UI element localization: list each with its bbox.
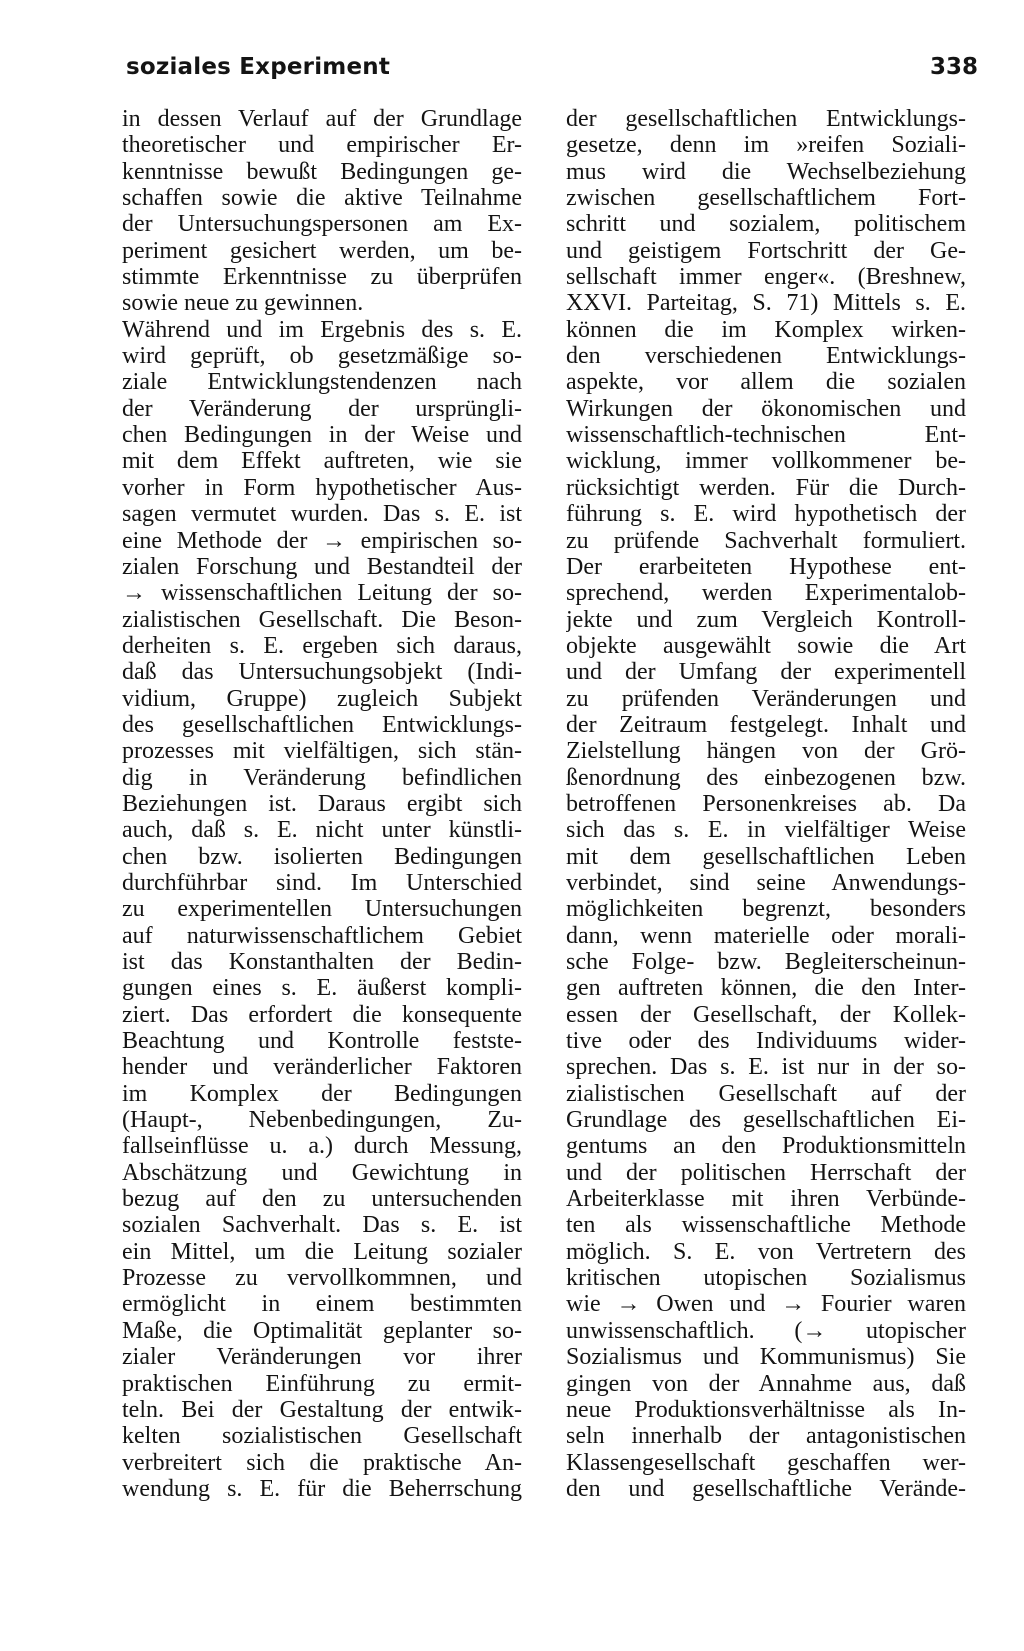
text-line: führung s. E. wird hypothetisch der	[566, 501, 966, 528]
text-line: Klassengesellschaft geschaffen wer-	[566, 1449, 966, 1476]
text-line: gesetze, denn im »reifen Soziali-	[566, 132, 966, 159]
text-line: Sozialismus und Kommunismus) Sie	[566, 1344, 966, 1371]
text-line: ßenordnung des einbezogenen bzw.	[566, 764, 966, 791]
text-line: der Untersuchungspersonen am Ex-	[122, 211, 522, 238]
text-line: derheiten s. E. ergeben sich daraus,	[122, 632, 522, 659]
text-line: ein Mittel, um die Leitung sozialer	[122, 1238, 522, 1265]
text-line: chen Bedingungen in der Weise und	[122, 422, 522, 449]
text-line: sagen vermutet wurden. Das s. E. ist	[122, 501, 522, 528]
text-line: und der politischen Herrschaft der	[566, 1159, 966, 1186]
text-line: mit dem gesellschaftlichen Leben	[566, 843, 966, 870]
text-line: ziert. Das erfordert die konsequente	[122, 1001, 522, 1028]
text-line: zialistischen Gesellschaft. Die Beson-	[122, 606, 522, 633]
running-head: soziales Experiment	[126, 54, 391, 80]
text-line: zialistischen Gesellschaft auf der	[566, 1080, 966, 1107]
page-number: 338	[929, 54, 978, 80]
text-line: stimmte Erkenntnisse zu überprüfen	[122, 264, 522, 291]
text-line: der gesellschaftlichen Entwicklungs-	[566, 106, 966, 132]
text-line: ermöglicht in einem bestimmten	[122, 1291, 522, 1318]
text-line: dann, wenn materielle oder morali-	[566, 922, 966, 949]
text-line: fallseinflüsse u. a.) durch Messung,	[122, 1133, 522, 1160]
text-line: Der erarbeiteten Hypothese ent-	[566, 553, 966, 580]
text-line: möglichkeiten begrenzt, besonders	[566, 896, 966, 923]
text-line: sowie neue zu gewinnen.	[122, 290, 364, 317]
text-line: essen der Gesellschaft, der Kollek-	[566, 1001, 966, 1028]
text-line: verbreitert sich die praktische An-	[122, 1449, 522, 1476]
text-line: neue Produktionsverhältnisse als In-	[566, 1396, 966, 1423]
text-line: und geistigem Fortschritt der Ge-	[566, 237, 966, 264]
text-line: eine Methode der → empirischen so-	[122, 527, 522, 554]
text-line: sprechend, werden Experimentalob-	[566, 580, 966, 607]
text-line: Grundlage des gesellschaftlichen Ei-	[566, 1107, 966, 1134]
text-column-left	[122, 106, 522, 1616]
text-line: periment gesichert werden, um be-	[122, 237, 522, 264]
text-line: ziale Entwicklungstendenzen nach	[122, 369, 522, 396]
text-line: zwischen gesellschaftlichem Fort-	[566, 185, 966, 212]
text-line: den und gesellschaftliche Verände-	[566, 1475, 966, 1502]
text-line: zialen Forschung und Bestandteil der	[122, 553, 522, 580]
text-line: zu prüfende Sachverhalt formuliert.	[566, 527, 966, 554]
text-line: und der Umfang der experimentell	[566, 659, 966, 686]
text-line: dig in Veränderung befindlichen	[122, 764, 522, 791]
text-line: der Veränderung der ursprüngli-	[122, 395, 522, 422]
text-line: ist das Konstanthalten der Bedin-	[122, 949, 522, 975]
text-line: den verschiedenen Entwicklungs-	[566, 343, 966, 370]
page-header	[126, 54, 978, 88]
text-line: wicklung, immer vollkommener be-	[566, 448, 966, 475]
text-line: auch, daß s. E. nicht unter künstli-	[122, 817, 522, 844]
text-line: gentums an den Produktionsmitteln	[566, 1133, 966, 1160]
text-line: vorher in Form hypothetischer Aus-	[122, 474, 522, 501]
text-line: gungen eines s. E. äußerst kompli-	[122, 975, 522, 1002]
text-line: Wirkungen der ökonomischen und	[566, 395, 966, 422]
text-line: vidium, Gruppe) zugleich Subjekt	[122, 685, 522, 712]
text-line: objekte ausgewählt sowie die Art	[566, 632, 966, 659]
text-line: (Haupt-, Nebenbedingungen, Zu-	[122, 1107, 522, 1134]
text-line: betroffenen Personenkreises ab. Da	[566, 790, 966, 817]
text-line: zu experimentellen Untersuchungen	[122, 896, 522, 923]
text-line: Beziehungen ist. Daraus ergibt sich	[122, 790, 522, 817]
text-line: rücksichtigt werden. Für die Durch-	[566, 474, 966, 501]
text-line: sellschaft immer enger«. (Breshnew,	[566, 264, 966, 291]
text-line: schritt und sozialem, politischem	[566, 211, 966, 238]
text-line: aspekte, vor allem die sozialen	[566, 369, 966, 396]
text-line: gen auftreten können, die den Inter-	[566, 975, 966, 1002]
text-line: im Komplex der Bedingungen	[122, 1080, 522, 1107]
text-line: theoretischer und empirischer Er-	[122, 132, 522, 159]
text-line: der Zeitraum festgelegt. Inhalt und	[566, 711, 966, 738]
text-line: unwissenschaftlich. (→ utopischer	[566, 1317, 966, 1344]
text-column-right	[566, 106, 966, 1616]
text-line: wissenschaftlich-technischen Ent-	[566, 422, 966, 449]
text-line: jekte und zum Vergleich Kontroll-	[566, 606, 966, 633]
text-line: wie → Owen und → Fourier waren	[566, 1291, 966, 1318]
text-line: Maße, die Optimalität geplanter so-	[122, 1317, 522, 1344]
text-line: Abschätzung und Gewichtung in	[122, 1159, 522, 1186]
text-line: sprechen. Das s. E. ist nur in der so-	[566, 1054, 966, 1081]
text-line: zu prüfenden Veränderungen und	[566, 685, 966, 712]
text-line: können die im Komplex wirken-	[566, 316, 966, 343]
text-line: chen bzw. isolierten Bedingungen	[122, 843, 522, 870]
text-line: gingen von der Annahme aus, daß	[566, 1370, 966, 1397]
text-line: schaffen sowie die aktive Teilnahme	[122, 185, 522, 212]
text-line: mit dem Effekt auftreten, wie sie	[122, 448, 522, 475]
text-line: kelten sozialistischen Gesellschaft	[122, 1423, 522, 1450]
text-line: seln innerhalb der antagonistischen	[566, 1423, 966, 1450]
text-line: Zielstellung hängen von der Grö-	[566, 738, 966, 765]
text-line: Beachtung und Kontrolle festste-	[122, 1028, 522, 1055]
text-line: Prozesse zu vervollkommnen, und	[122, 1265, 522, 1292]
text-line: mus wird die Wechselbeziehung	[566, 158, 966, 185]
text-line: sozialen Sachverhalt. Das s. E. ist	[122, 1212, 522, 1239]
text-line: in dessen Verlauf auf der Grundlage	[122, 106, 522, 132]
text-line: Während und im Ergebnis des s. E.	[122, 316, 522, 343]
text-line: sche Folge- bzw. Begleiterscheinun-	[566, 949, 966, 975]
text-line: prozesses mit vielfältigen, sich stän-	[122, 738, 522, 765]
text-line: kenntnisse bewußt Bedingungen ge-	[122, 158, 522, 185]
text-line: sich das s. E. in vielfältiger Weise	[566, 817, 966, 844]
text-line: auf naturwissenschaftlichem Gebiet	[122, 922, 522, 949]
text-line: hender und veränderlicher Faktoren	[122, 1054, 522, 1081]
text-line: wird geprüft, ob gesetzmäßige so-	[122, 343, 522, 370]
text-line: praktischen Einführung zu ermit-	[122, 1370, 522, 1397]
text-line: kritischen utopischen Sozialismus	[566, 1265, 966, 1292]
text-line: Arbeiterklasse mit ihren Verbünde-	[566, 1186, 966, 1213]
text-line: bezug auf den zu untersuchenden	[122, 1186, 522, 1213]
text-line: verbindet, sind seine Anwendungs-	[566, 869, 966, 896]
text-line: wendung s. E. für die Beherrschung	[122, 1475, 522, 1502]
text-line: daß das Untersuchungsobjekt (Indi-	[122, 659, 522, 686]
text-line: → wissenschaftlichen Leitung der so-	[122, 580, 522, 607]
text-line: durchführbar sind. Im Unterschied	[122, 869, 522, 896]
text-line: zialer Veränderungen vor ihrer	[122, 1344, 522, 1371]
text-line: XXVI. Parteitag, S. 71) Mittels s. E.	[566, 290, 966, 317]
text-line: des gesellschaftlichen Entwicklungs-	[122, 711, 522, 738]
text-line: tive oder des Individuums wider-	[566, 1028, 966, 1055]
text-line: teln. Bei der Gestaltung der entwik-	[122, 1396, 522, 1423]
text-line: möglich. S. E. von Vertretern des	[566, 1238, 966, 1265]
text-line: ten als wissenschaftliche Methode	[566, 1212, 966, 1239]
